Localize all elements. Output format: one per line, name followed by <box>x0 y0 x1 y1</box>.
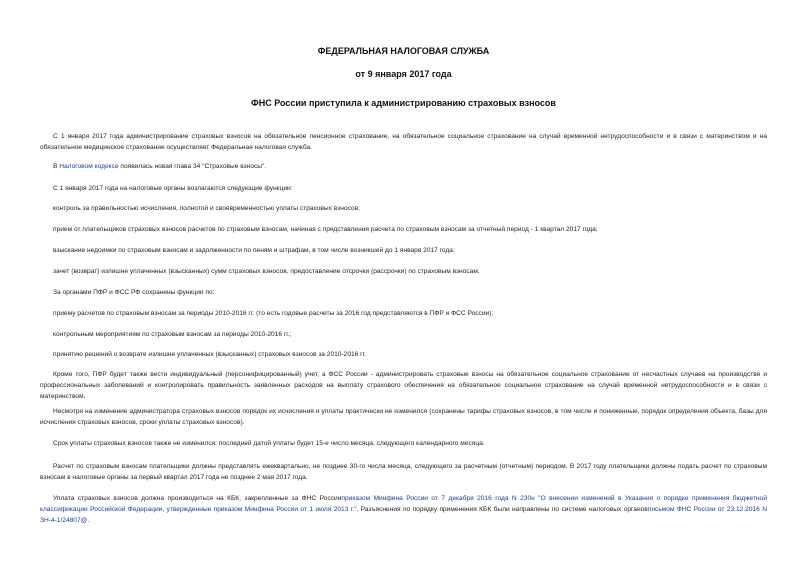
paragraph-tax-code-text-before: В <box>53 163 60 170</box>
function-item-arrears: взыскание недоимки по страховым взносам и задолженности по пеням и штрафам, в том числе возникшей до 1 января 2017 года; <box>53 247 455 254</box>
document-agency: ФЕДЕРАЛЬНАЯ НАЛОГОВАЯ СЛУЖБА <box>317 46 490 56</box>
paragraph-retained-intro: За органами ПФР и ФСС РФ сохранены функции по: <box>53 289 215 296</box>
tax-code-link[interactable]: Налоговом кодексе <box>59 163 119 170</box>
paragraph-tax-code-text-after: появилась новая глава 34 "Страховые взносы". <box>118 163 267 170</box>
document-title: ФНС России приступила к администрированию страховых взносов <box>251 98 556 108</box>
retained-item-control: контрольным мероприятиям по страховым взносам за периоды 2010-2016 гг.; <box>53 331 292 338</box>
paragraph-pfr-fss: Кроме того, ПФР будет также вести индивидуальный (персонифицированный) учет, а ФСС России - администрировать страховые взносы на обязательное социальное страхование от несчастных случаев на производстве и профессиональных заболеваний и контролировать правильность заявленных расходов на выплату страхового обеспечения на обязательное социальное страхование на случай временной нетрудоспособности и в связи с материнством. <box>40 371 767 400</box>
function-item-control: контроль за правильностью исчисления, полнотой и своевременностью уплаты страховых взносов; <box>53 205 360 212</box>
paragraph-kbk-text-before: Уплата страховых взносов должна производиться на КБК, закрепленные за ФНС России <box>53 495 342 502</box>
paragraph-payment-term: Срок уплаты страховых взносов также не изменился: последней датой уплаты будет 15-е число месяца, следующего календарного месяца. <box>53 440 485 447</box>
paragraph-procedure: Несмотря на изменение администратора страховых взносов порядок их исчисления и уплаты практически не изменился (сохранены тарифы страховых взносов, в том числе и пониженные, порядок определения объекта, базы для исчисления страховых взносов, сроки уплаты страховых взносов). <box>40 408 767 426</box>
function-item-refund: зачет (возврат) излишне уплаченных (взысканных) сумм страховых взносов, предоставление отсрочки (рассрочки) по страховым взносам. <box>53 268 480 275</box>
paragraph-kbk-text-middle: . Разъяснения по порядку применения КБК были направлены по системе налоговых органов <box>356 506 648 513</box>
retained-item-reports: приему расчетов по страховым взносам за периоды 2010-2016 гг. (то есть годовые расчеты за 2016 год представляются в ПФР и ФСС России); <box>53 310 494 317</box>
minfin-order-link[interactable]: приказом Минфина России от 7 декабря 2016 года N 230н "О внесении изменений в Указания о порядке применения бюджетной классификации Российской Федерации, утвержденные приказом Минфина России от 1 июля 2013 г." <box>40 495 768 513</box>
function-item-reports: прием от плательщиков страховых взносов расчетов по страховым взносам, начиная с представления расчета по страховым взносам за отчетный период - 1 квартал 2017 года; <box>53 226 598 233</box>
document-date: от 9 января 2017 года <box>355 69 452 79</box>
paragraph-kbk-text-after: . <box>87 517 90 524</box>
paragraph-tax-code <box>40 161 767 172</box>
paragraph-administration: С 1 января 2017 года администрирование страховых взносов на обязательное пенсионное страхование, на обязательное социальное страхование на случай временной нетрудоспособности и в связи с материнством и на обязательное медицинское страхование осуществляет Федеральная налоговая служба. <box>40 133 767 151</box>
retained-item-refund: принятию решений о возврате излишне уплаченных (взысканных) страховых взносов за 2010-2016 гг. <box>53 351 367 358</box>
paragraph-calculation: Расчет по страховым взносам плательщики должны представлять ежеквартально, не позднее 30-го числа месяца, следующего за расчетным (отчетным) периодом. В 2017 году плательщики должны подать расчет по страховым взносам в налоговые органы за первый квартал 2017 года не позднее 2 мая 2017 года. <box>40 463 767 481</box>
paragraph-functions-intro: С 1 января 2017 года на налоговые органы возлагаются следующие функции: <box>53 185 293 192</box>
paragraph-kbk <box>40 493 767 526</box>
fns-letter-link[interactable]: письмом ФНС России от 23.12.2016 N ЗН-4-1/24807@ <box>40 506 767 524</box>
